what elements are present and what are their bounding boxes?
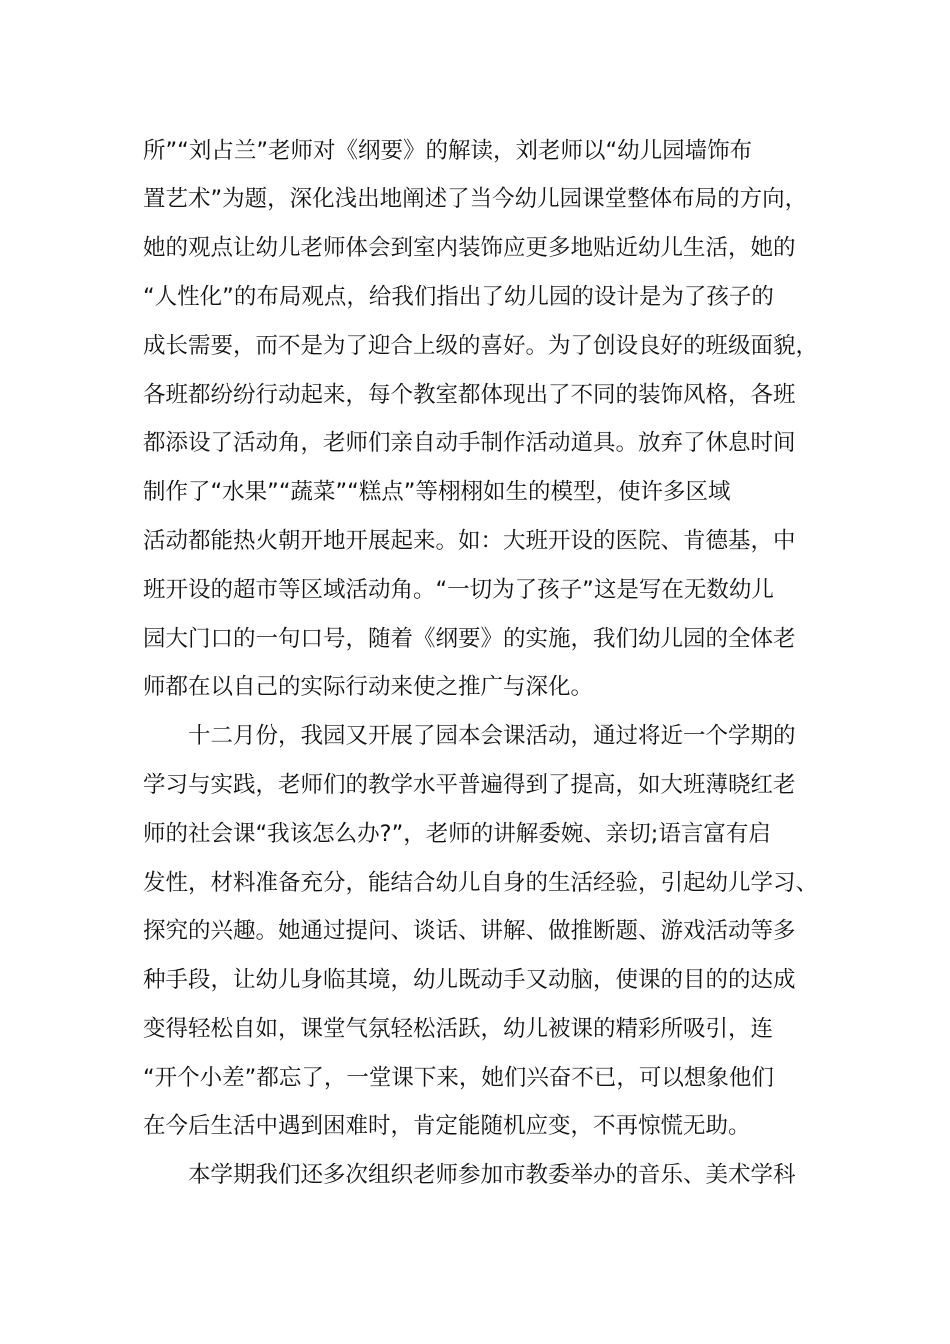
text-line: 园大门口的一句口号，随着《纲要》的实施，我们幼儿园的全体老	[143, 626, 796, 652]
text-line: 都添设了活动角，老师们亲自动手制作活动道具。放弃了休息时间	[143, 430, 796, 456]
text-line: 种手段，让幼儿身临其境，幼儿既动手又动脑，使课的目的的达成	[143, 967, 796, 993]
text-line: 发性，材料准备充分，能结合幼儿自身的生活经验，引起幼儿学习、	[143, 870, 819, 896]
text-line: 学习与实践，老师们的教学水平普遍得到了提高，如大班薄晓红老	[143, 772, 796, 798]
text-line: 所”“刘占兰”老师对《纲要》的解读，刘老师以“幼儿园墙饰布	[143, 138, 753, 164]
text-line: 置艺术”为题，深化浅出地阐述了当今幼儿园课堂整体布局的方向，	[143, 186, 808, 212]
text-line: 师的社会课“我该怎么办?”，老师的讲解委婉、亲切;语言富有启	[143, 821, 771, 847]
text-line: “开个小差”都忘了，一堂课下来，她们兴奋不已，可以想象他们	[143, 1065, 774, 1091]
paragraph-first-line: 十二月份，我园又开展了园本会课活动，通过将近一个学期的	[188, 723, 796, 749]
text-line: “人性化”的布局观点，给我们指出了幼儿园的设计是为了孩子的	[143, 284, 774, 310]
text-line: 制作了“水果”“蔬菜”“糕点”等栩栩如生的模型，使许多区域	[143, 479, 731, 505]
text-line: 师都在以自己的实际行动来使之推广与深化。	[143, 674, 594, 700]
text-line: 成长需要，而不是为了迎合上级的喜好。为了创设良好的班级面貌，	[143, 333, 819, 359]
text-line: 变得轻松自如，课堂气氛轻松活跃，幼儿被课的精彩所吸引，连	[143, 1016, 774, 1042]
text-line: 在今后生活中遇到困难时，肯定能随机应变，不再惊慌无助。	[143, 1113, 751, 1139]
text-line: 各班都纷纷行动起来，每个教室都体现出了不同的装饰风格，各班	[143, 382, 796, 408]
text-line: 探究的兴趣。她通过提问、谈话、讲解、做推断题、游戏活动等多	[143, 918, 796, 944]
text-line: 活动都能热火朝开地开展起来。如：大班开设的医院、肯德基，中	[143, 528, 796, 554]
text-line: 班开设的超市等区域活动角。“一切为了孩子”这是写在无数幼儿	[143, 577, 774, 603]
paragraph-first-line: 本学期我们还多次组织老师参加市教委举办的音乐、美术学科	[188, 1162, 796, 1188]
text-line: 她的观点让幼儿老师体会到室内装饰应更多地贴近幼儿生活，她的	[143, 235, 796, 261]
